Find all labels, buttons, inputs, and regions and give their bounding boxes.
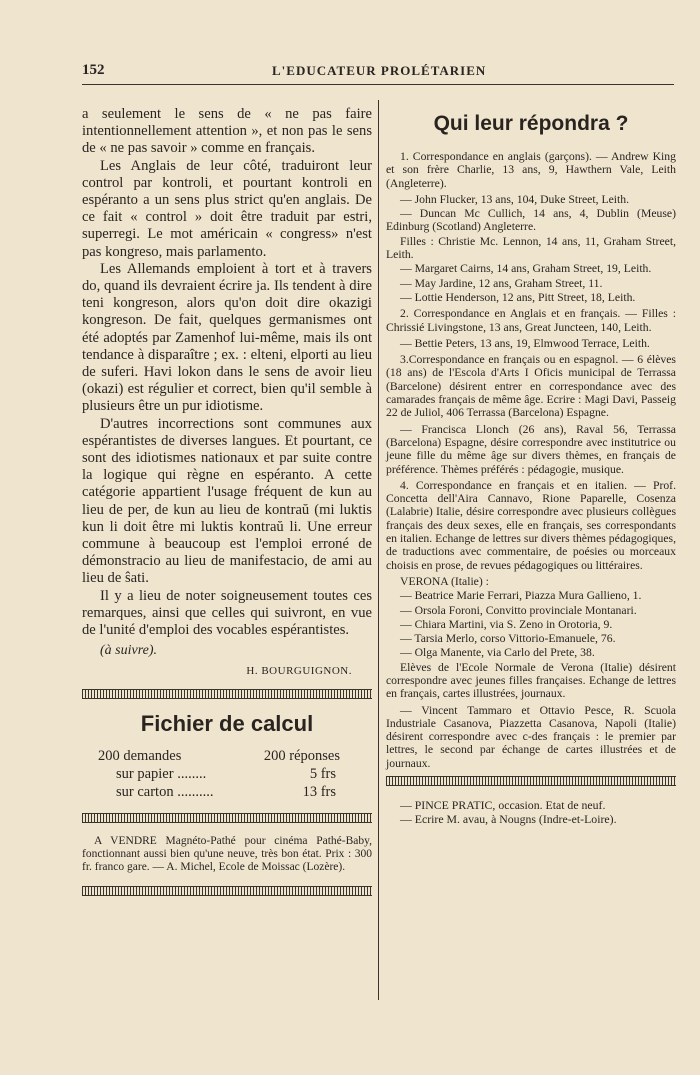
fichier-title: Fichier de calcul: [140, 711, 314, 737]
price-row-label: sur papier ........: [116, 766, 207, 783]
fichier-price-list: [82, 747, 372, 801]
article-paragraph: Il y a lieu de noter soigneusement toutes ces remarques, ainsi que celles qui suivront, en vue de l'unité d'emploi des vocables espérantistes.: [82, 587, 372, 639]
price-row-value: 13 frs: [302, 784, 336, 801]
price-row-label: 200 demandes: [98, 748, 182, 765]
right-column: [386, 106, 676, 826]
correspondence-list: [386, 150, 676, 770]
list-item: 2. Correspondance en Anglais et en français. — Filles : Chrissié Livingstone, 13 ans, Great Juncteen, 140, Leith.: [386, 307, 676, 334]
pince-pratic-ad: [386, 798, 676, 826]
esperanto-article: [82, 106, 372, 639]
page-header: [82, 62, 674, 82]
classified-ad: A VENDRE Magnéto-Pathé pour cinéma Pathé-Baby, fonctionnant aussi bien qu'une neuve, très bon état. Prix : 300 fr. franco gare. — A. Michel, Ecole de Moissac (Lozère).: [82, 835, 372, 874]
list-item: — Tarsia Merlo, corso Vittorio-Emanuele, 76.: [400, 632, 616, 646]
ornamental-band: [386, 776, 676, 786]
list-item: 4. Correspondance en français et en italien. — Prof. Concetta dell'Aira Cannavo, Rione Paparelle, Cosenza (Lalabrie) Italie, désire correspondre avec plusieurs collègues français des deux sexes, elle en français, ses correspondants en italien. Echange de lettres sur divers thèmes pédagogiques, de traductions avec commentaire, de poésies ou morceaux choisis en prose, de revues pédagogiques ou littéraires.: [386, 478, 676, 572]
list-item: — John Flucker, 13 ans, 104, Duke Street, Leith.: [400, 192, 630, 206]
page-number: 152: [82, 62, 105, 78]
list-item: 1. Correspondance en anglais (garçons). — Andrew King et son frère Charlie, 13 ans, 9, Hawthern Vale, Leith (Angleterre).: [386, 150, 676, 190]
price-row-value: 200 réponses: [263, 748, 340, 765]
list-item: — Olga Manente, via Carlo del Prete, 38.: [400, 646, 595, 660]
price-row: [82, 747, 372, 765]
price-row-value: 5 frs: [309, 766, 336, 783]
list-item: 3.Correspondance en français ou en espagnol. — 6 élèves (18 ans) de l'Escola d'Arts I Oficis municipal de Terrassa (Barcelone) désirent entrer en correspondance avec des camarades français de même âge. Ecrire : Magi Davi, Passeig 22 de Juliol, 406 Terrassa (Barcelona) Espagne.: [386, 353, 676, 420]
article-paragraph: Les Allemands emploient à tort et à travers do, quand ils devraient écrire ja. Ils tendent à dire teni kongreson, alors qu'on doit dire okazigi kongreson. De fait, quelques germanismes ont été adoptés par Zamenhof lui-même, mais ils ont tendance à disparaître ; ex. : elteni, elporti au lieu de suferi. Havi lokon dans le sens de avoir lieu (okazi) est régulier et correct, bien qu'il semble à plusieurs être un pur idiotisme.: [82, 260, 372, 415]
list-item: — Bettie Peters, 13 ans, 19, Elmwood Terrace, Leith.: [400, 336, 650, 350]
running-title: L'EDUCATEUR PROLÉTARIEN: [272, 63, 487, 78]
ornamental-band: [82, 689, 372, 699]
list-item: Elèves de l'Ecole Normale de Verona (Italie) désirent correspondre avec jeunes filles françaises. Echange de lettres en français, cartes illustrées, journaux.: [386, 660, 676, 701]
author-signature: H. BOURGUIGNON.: [246, 665, 352, 678]
to-be-continued: (à suivre).: [100, 643, 158, 659]
article-paragraph: a seulement le sens de « ne pas faire intentionnellement attention », et non pas le sens de « ne pas savoir » comme en français.: [82, 106, 372, 157]
column-divider: [378, 100, 379, 1000]
list-item: — Duncan Mc Cullich, 14 ans, 4, Dublin (Meuse) Edinburg (Scotland) Angleterre.: [386, 207, 676, 234]
article-paragraph: D'autres incorrections sont communes aux espérantistes de diverses langues. Et pourtant, ce sont des idiotismes nationaux et par suite contre la logique qui règne en espéranto. A cette catégorie appartient l'usage fréquent de kun au lieu de per, de kun au lieu de kontraŭ (mi luktis kun li doit être mi luktis kontraŭ li. Une erreur commune à beaucoup est l'emploi erroné de démonstracio au lieu de manifestacio, de ami au lieu de ŝati.: [82, 415, 372, 587]
ornamental-band: [82, 886, 372, 896]
list-item: — Margaret Cairns, 14 ans, Graham Street, 19, Leith.: [400, 262, 652, 276]
list-item: — Beatrice Marie Ferrari, Piazza Mura Gallieno, 1.: [400, 589, 642, 603]
ad-line: — PINCE PRATIC, occasion. Etat de neuf.: [400, 798, 606, 813]
price-row: [82, 765, 372, 783]
article-paragraph: Les Anglais de leur côté, traduiront leur control par kontroli, et pourtant kontroli en espéranto a un sens plus strict qu'en anglais. De ce fait « control » doit être traduit par estri, superregi. Le mot américain « congress» n'est pas kongreso, mais parlamento.: [82, 157, 372, 260]
list-item: — May Jardine, 12 ans, Graham Street, 11.: [400, 276, 603, 290]
section-title: Qui leur répondra ?: [433, 112, 629, 135]
list-item: — Francisca Llonch (26 ans), Raval 56, Terrassa (Barcelona) Espagne, désire correspondre avec institutrice ou jeune fille du même âge sur divers thèmes, en français de préférence. Thèmes préférés : pédagogie, musique.: [386, 422, 676, 476]
left-column: [82, 106, 372, 908]
price-row: [82, 783, 372, 801]
ornamental-band: [82, 813, 372, 823]
list-item: — Lottie Henderson, 12 ans, Pitt Street, 18, Leith.: [400, 290, 636, 304]
list-item: Filles : Christie Mc. Lennon, 14 ans, 11, Graham Street, Leith.: [386, 234, 676, 262]
list-item: VERONA (Italie) :: [400, 574, 489, 588]
list-item: — Vincent Tammaro et Ottavio Pesce, R. Scuola Industriale Casanova, Piazzetta Casanova, Napoli (Italie) désirent correspondre avec c-des français : le premier par lettres, le second par échange de cartes illustrées et de journaux.: [386, 703, 676, 770]
ad-line: — Ecrire M. avau, à Nougns (Indre-et-Loire).: [400, 812, 617, 827]
list-item: — Orsola Foroni, Convitto provinciale Montanari.: [400, 603, 637, 617]
header-rule: [82, 84, 674, 85]
price-row-label: sur carton ..........: [116, 784, 214, 801]
list-item: — Chiara Martini, via S. Zeno in Orotoria, 9.: [400, 617, 613, 631]
